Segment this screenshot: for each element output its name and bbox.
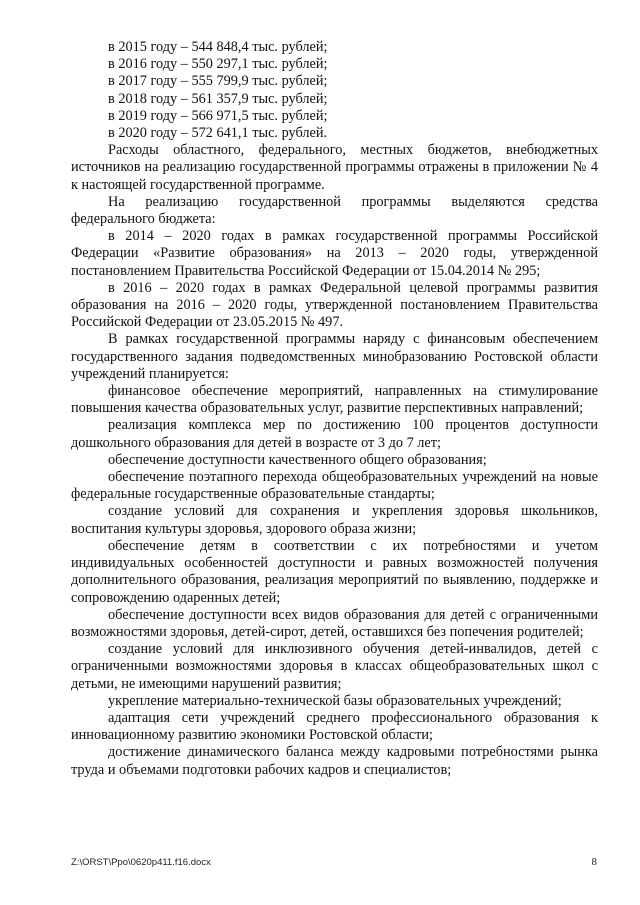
funding-year-line: в 2015 году – 544 848,4 тыс. рублей; xyxy=(108,39,328,55)
funding-year-line: в 2020 году – 572 641,1 тыс. рублей. xyxy=(108,125,328,142)
list-item: обеспечение доступности качественного общего образования; xyxy=(108,451,487,468)
paragraph: В рамках государственной программы наряду с финансовым обеспечением государственного задания подведомственных минобразованию Ростовской области учреждений планируется: xyxy=(71,331,598,382)
funding-year-line: в 2019 году – 566 971,5 тыс. рублей; xyxy=(108,107,328,124)
paragraph: в 2014 – 2020 годах в рамках государственной программы Российской Федерации «Развитие образования» на 2013 – 2020 годы, утвержденной постановлением Правительства Российской Федерации от 15.04.2014 № 295; xyxy=(71,228,598,279)
list-item: обеспечение доступности всех видов образования для детей с ограниченными возможностями здоровья, детей-сирот, детей, оставшихся без попечения родителей; xyxy=(71,606,598,640)
page-number: 8 xyxy=(591,856,597,868)
paragraph: Расходы областного, федерального, местных бюджетов, внебюджетных источников на реализацию государственной программы отражены в приложении № 4 к настоящей государственной программе. xyxy=(71,142,598,193)
document-body xyxy=(71,39,598,779)
funding-year-line: в 2018 году – 561 357,9 тыс. рублей; xyxy=(108,90,328,107)
funding-year-line: в 2016 году – 550 297,1 тыс. рублей; xyxy=(108,56,328,73)
list-item: создание условий для инклюзивного обучения детей-инвалидов, детей с ограниченными возможностями здоровья в классах общеобразовательных школ с детьми, не имеющими нарушений развития; xyxy=(71,641,598,692)
funding-year-line: в 2017 году – 555 799,9 тыс. рублей; xyxy=(108,73,328,90)
list-item: достижение динамического баланса между кадровыми потребностями рынка труда и объемами подготовки рабочих кадров и специалистов; xyxy=(71,744,598,778)
list-item: адаптация сети учреждений среднего профессионального образования к инновационному развитию экономики Ростовской области; xyxy=(71,709,598,744)
list-item: финансовое обеспечение мероприятий, направленных на стимулирование повышения качества образовательных услуг, развитие перспективных направлений; xyxy=(71,383,598,417)
paragraph: На реализацию государственной программы выделяются средства федерального бюджета: xyxy=(71,193,598,228)
list-item: обеспечение детям в соответствии с их потребностями и учетом индивидуальных особенностей доступности и равных возможностей получения дополнительного образования, реализация мероприятий по выявлению, поддержке и сопровождению одаренных детей; xyxy=(71,537,598,606)
list-item: создание условий для сохранения и укрепления здоровья школьников, воспитания культуры здоровья, здорового образа жизни; xyxy=(71,503,598,537)
footer-file-path: Z:\ORST\Ppo\0620p411.f16.docx xyxy=(71,857,211,868)
list-item: обеспечение поэтапного перехода общеобразовательных учреждений на новые федеральные государственные образовательные стандарты; xyxy=(71,469,598,503)
list-item: реализация комплекса мер по достижению 100 процентов доступности дошкольного образования для детей в возрасте от 3 до 7 лет; xyxy=(71,417,598,451)
paragraph: в 2016 – 2020 годах в рамках Федеральной целевой программы развития образования на 2016 – 2020 годы, утвержденной постановлением Правительства Российской Федерации от 23.05.2015 № 497. xyxy=(71,279,598,331)
list-item: укрепление материально-технической базы образовательных учреждений; xyxy=(108,692,562,709)
